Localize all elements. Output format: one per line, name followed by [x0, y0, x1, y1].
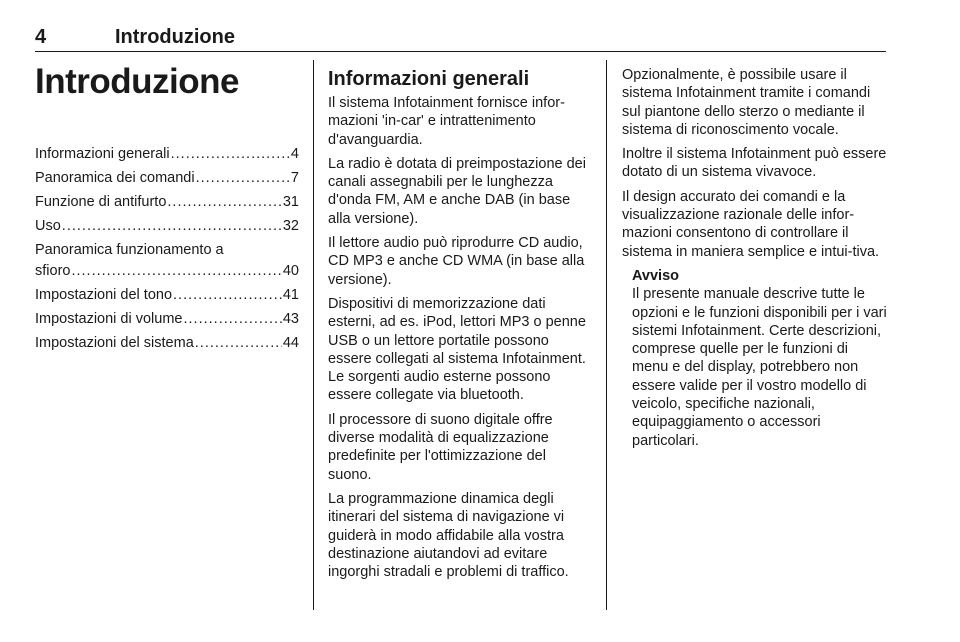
body-column-middle: [328, 66, 593, 587]
header-rule: [35, 51, 886, 52]
toc-entry-page: 43: [282, 311, 299, 327]
toc-entry-page: 40: [282, 263, 299, 279]
toc-entry-label: Funzione di antifurto: [35, 194, 167, 210]
toc-entry-label-line1: Panoramica funzionamento a: [35, 242, 224, 258]
page-number: 4: [35, 26, 47, 48]
toc-entry[interactable]: [35, 285, 299, 306]
toc-leader-dots: [71, 261, 281, 282]
body-paragraph: Il design accurato dei comandi e la visualizzazione razionale delle infor-mazioni consentono di controllare il sistema in maniera semplice e intui-tiva.: [622, 188, 880, 260]
toc-column: [35, 60, 299, 357]
column-divider: [606, 60, 607, 610]
body-paragraph: Il lettore audio può riprodurre CD audio, CD MP3 e anche CD WMA (in base alla versione).: [328, 235, 585, 288]
notice-text: Il presente manuale descrive tutte le opzioni e le funzioni disponibili per i vari sistemi Infotainment. Certe descrizioni, comprese quelle per le funzioni di menu e del display, potrebbero non essere valide per il vostro modello di veicolo, specifiche nazionali, equipaggiamento o accessori particolari.: [632, 286, 887, 449]
toc-entry-page: 4: [290, 146, 299, 162]
section-title: Informazioni generali: [328, 68, 530, 90]
toc-leader-dots: [62, 216, 282, 237]
toc-leader-dots: [184, 309, 282, 330]
toc-leader-dots: [173, 285, 282, 306]
toc-entry-page: 7: [290, 170, 299, 186]
body-paragraph: La radio è dotata di preimpostazione dei canali assegnabili per le lunghezza d'onda FM, AM e anche DAB (in base alla versione).: [328, 155, 586, 227]
toc-entry[interactable]: [35, 216, 299, 237]
toc-entry-label: Informazioni generali: [35, 146, 170, 162]
body-paragraph: Dispositivi di memorizzazione dati esterni, ad es. iPod, lettori MP3 o penne USB o un lettore portatile possono essere collegati al sistema Infotainment. Le sorgenti audio esterne possono essere collegate via bluetooth.: [328, 295, 586, 404]
chapter-title: Introduzione: [35, 62, 239, 101]
column-divider: [313, 60, 314, 610]
toc-entry[interactable]: [35, 309, 299, 330]
toc-leader-dots: [196, 168, 290, 189]
toc-entry[interactable]: [35, 333, 299, 354]
toc-entry-label: sfioro: [35, 263, 71, 279]
toc-entry[interactable]: [35, 240, 299, 282]
toc-entry-line2: [35, 261, 299, 282]
running-title: Introduzione: [115, 26, 235, 48]
notice-box: [632, 267, 887, 450]
toc-entry-page: 44: [282, 335, 299, 351]
body-paragraph: Il sistema Infotainment fornisce infor-mazioni 'in-car' e intrattenimento d'avanguardia.: [328, 95, 565, 148]
toc-entry-label: Uso: [35, 218, 61, 234]
page-header: [35, 26, 885, 50]
toc-leader-dots: [167, 192, 281, 213]
body-column-right: [622, 66, 887, 456]
toc-entry[interactable]: [35, 168, 299, 189]
notice-title: Avviso: [632, 267, 680, 284]
toc-entry-label: Impostazioni di volume: [35, 311, 183, 327]
toc-entry-label: Impostazioni del sistema: [35, 335, 194, 351]
body-paragraph: La programmazione dinamica degli itinerari del sistema di navigazione vi guiderà in modo affidabile alla vostra destinazione aiutandovi ad evitare ingorghi stradali e problemi di traffico.: [328, 490, 569, 581]
body-paragraph: Inoltre il sistema Infotainment può essere dotato di un sistema vivavoce.: [622, 146, 887, 181]
body-paragraph: Opzionalmente, è possibile usare il sistema Infotainment tramite i comandi sul piantone dello sterzo o mediante il sistema di riconoscimento vocale.: [622, 67, 871, 138]
toc-entry-page: 31: [282, 194, 299, 210]
toc-entry-page: 32: [282, 218, 299, 234]
toc-entry-label: Impostazioni del tono: [35, 287, 173, 303]
toc-leader-dots: [171, 144, 290, 165]
toc-entry-label: Panoramica dei comandi: [35, 170, 195, 186]
body-paragraph: Il processore di suono digitale offre diverse modalità di equalizzazione predefinite per l'ottimizzazione del suono.: [328, 411, 553, 483]
toc-entry[interactable]: [35, 144, 299, 165]
toc-leader-dots: [195, 333, 282, 354]
toc-entry[interactable]: [35, 192, 299, 213]
toc-entry-page: 41: [282, 287, 299, 303]
